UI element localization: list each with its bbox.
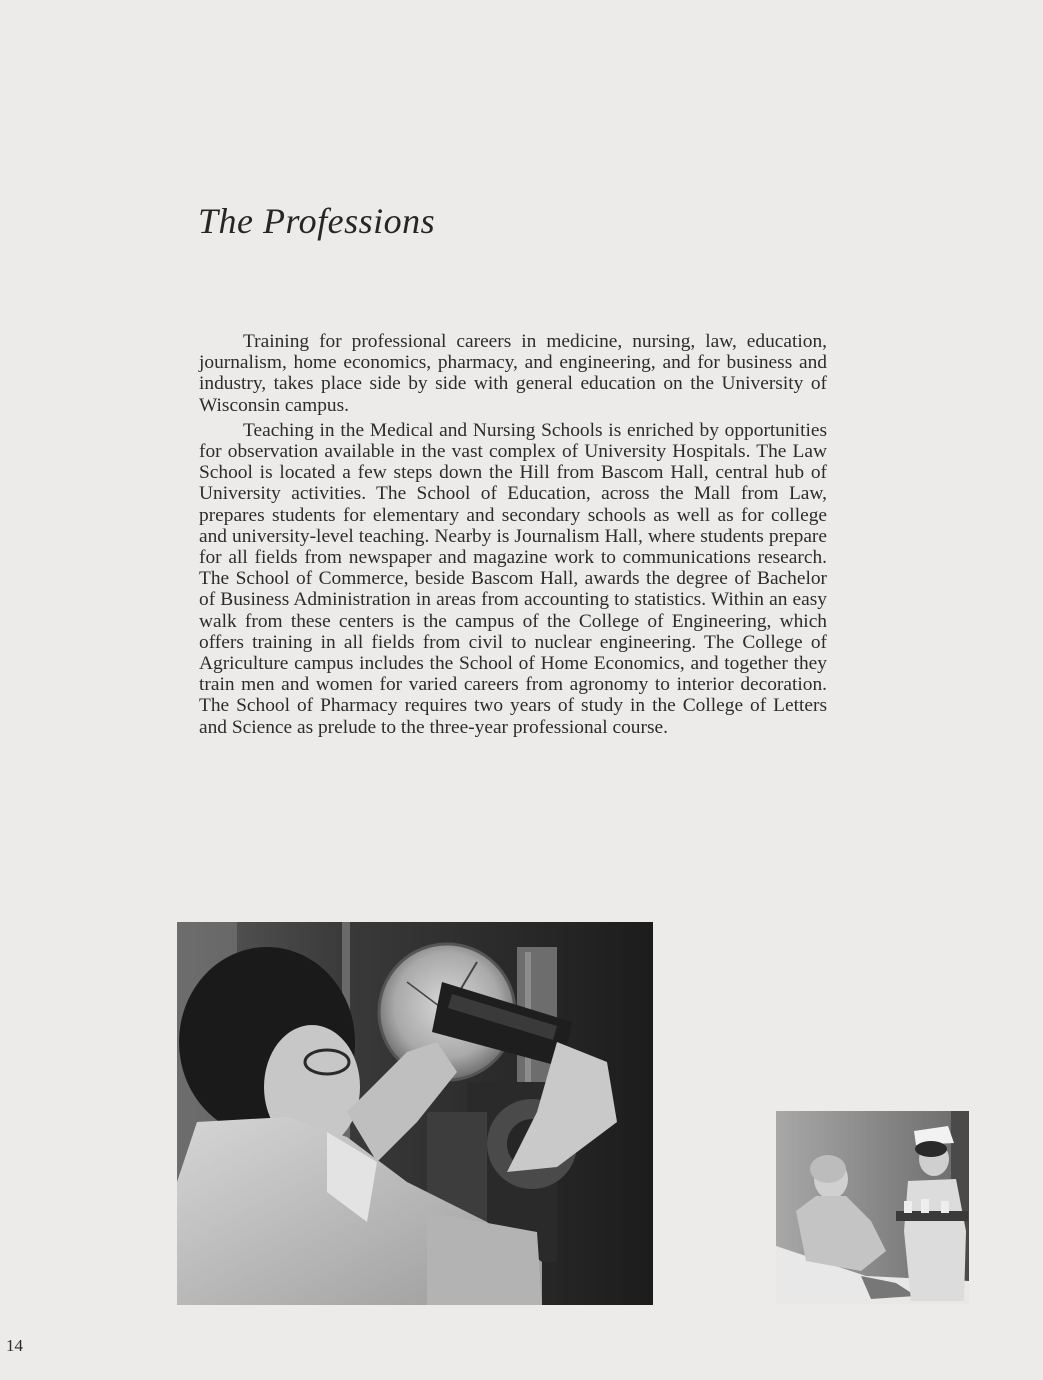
- photo-student-with-instrument: [177, 922, 653, 1305]
- body-text: [199, 331, 827, 742]
- photo-nurse-and-patient: [776, 1111, 969, 1304]
- paragraph-intro: Training for professional careers in medicine, nursing, law, education, journalism, home economics, pharmacy, and engineering, and for business and industry, takes place side by side with general education on the University of Wisconsin campus.: [199, 331, 827, 416]
- page-number: 14: [6, 1336, 23, 1355]
- page-title: The Professions: [198, 201, 436, 241]
- paragraph-schools: Teaching in the Medical and Nursing Schools is enriched by opportunities for observation available in the vast complex of University Hospitals. The Law School is located a few steps down the Hill from Bascom Hall, central hub of University activities. The School of Education, across the Mall from Law, prepares students for elementary and secondary schools as well as for college and university-level teaching. Nearby is Journalism Hall, where students prepare for all fields from newspaper and magazine work to communications research. The School of Commerce, beside Bascom Hall, awards the degree of Bachelor of Business Administration in areas from accounting to statistics. Within an easy walk from these centers is the campus of the College of Engineering, which offers training in all fields from civil to nuclear engineering. The College of Agriculture campus includes the School of Home Economics, and together they train men and women for varied careers from agronomy to interior decoration. The School of Pharmacy requires two years of study in the College of Letters and Science as prelude to the three-year professional course.: [199, 419, 827, 738]
